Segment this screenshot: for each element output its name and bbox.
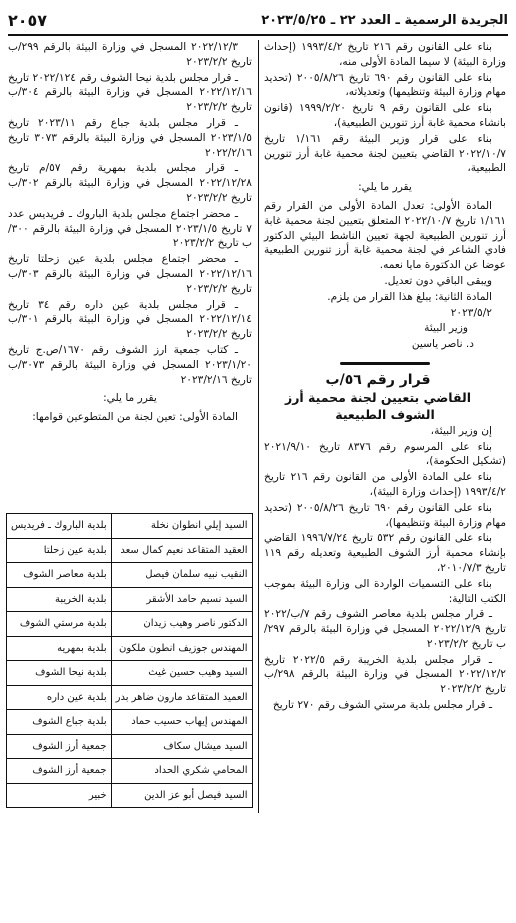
signer-name: د. ناصر ياسين <box>411 338 474 351</box>
preamble-paragraph: بناء على المادة الأولى من القانون رقم ٢١٦ تاريخ ١٩٩٣/٤/٢ (إحداث وزارة البيئة)، <box>264 471 506 498</box>
member-org: بلدية نيحا الشوف <box>7 661 112 686</box>
column-separator <box>258 40 259 813</box>
member-org: خبير <box>7 783 112 808</box>
preamble-paragraph: ـ قرار مجلس بلدية نيحا الشوف رقم ٢٠٢٢/١٢٤ تاريخ ٢٠٢٢/١٢/١٦ المسجل في وزارة البيئة بالرقم ٣٠٤/ب تاريخ ٢٠٢٣/٢/٢ <box>8 71 252 114</box>
member-name: السيد فيصل أبو عز الدين <box>111 783 252 808</box>
preamble-paragraph: بناء على المرسوم رقم ٨٣٧٦ تاريخ ٢٠٢١/٩/١٠ (تشكيل الحكومة)، <box>264 440 506 468</box>
preamble-paragraph: ـ كتاب جمعية ارز الشوف رقم ١٦٧٠/ص.ج تاريخ ٢٠٢٣/١/٢٠ المسجل في وزارة البيئة بالرقم ٣٠٧٣/ب تاريخ ٢٠٢٣/٢/١٦ <box>8 343 252 386</box>
table-row <box>7 587 253 612</box>
rest-unchanged: ويبقى الباقي دون تعديل. <box>384 274 492 287</box>
member-name: المهندس جوزيف انطون ملكون <box>111 636 252 661</box>
header-rule <box>8 34 508 36</box>
section-divider <box>340 362 430 365</box>
preamble-paragraph: بناء على القانون رقم ٩ تاريخ ١٩٩٩/٢/٢٠ (قانون بانشاء محمية غابة أرز تنورين الطبيعية)، <box>264 102 506 129</box>
member-name: السيد وهيب حسين غيث <box>111 661 252 686</box>
signer-title: وزير البيئة <box>424 322 468 335</box>
table-row <box>7 612 253 637</box>
member-name: المحامي شكري الحداد <box>111 759 252 784</box>
member-name: السيد ميشال سكاف <box>111 734 252 759</box>
table-row <box>7 636 253 661</box>
preamble-paragraph: بناء على قرار وزير البيئة رقم ١/١٦١ تاريخ ٢٠٢٢/١٠/٧ القاضي بتعيين لجنة محمية غابة أرز تنورين الطبيعية، <box>264 132 506 175</box>
preamble-paragraph: ـ قرار مجلس بلدية بمهرية رقم ٥٧/م تاريخ ٢٠٢٢/١٢/٢٨ المسجل في وزارة البيئة بالرقم ٣٠٢/ب تاريخ ٢٠٢٣/٢/٢ <box>8 162 252 204</box>
decides-heading: يقرر ما يلي: <box>358 181 412 194</box>
preamble-paragraph: ـ محضر اجتماع مجلس بلدية عين زحلتا تاريخ ٢٠٢٢/١٢/١٦ المسجل في وزارة البيئة بالرقم ٣٠٣/ب تاريخ ٢٠٢٣/٢/٢ <box>8 253 252 295</box>
page-number: ٢٠٥٧ <box>8 10 48 30</box>
preamble-paragraph: بناء على القانون رقم ٦٩٠ تاريخ ٢٠٠٥/٨/٢٦ (تحديد مهام وزارة البيئة وتنظيمها) وتعديلاته، <box>264 71 506 99</box>
preamble-paragraph: ـ قرار مجلس بلدية مرستي الشوف رقم ٢٧٠ تاريخ <box>272 699 492 712</box>
preamble-paragraph: ـ قرار مجلس بلدية معاصر الشوف رقم ٧/ب/٢٠٢٢ تاريخ ٢٠٢٢/١٢/٩ المسجل في وزارة البيئة بالرقم ٢٩٧/ب تاريخ ٢٠٢٣/٢/٢ <box>264 608 506 650</box>
member-org: بلدية عين داره <box>7 685 112 710</box>
member-name: العميد المتقاعد مارون ضاهر بدر <box>111 685 252 710</box>
preamble-paragraph: بناء على القانون رقم ٥٣٢ تاريخ ١٩٩٦/٧/٢٤ القاضي بإنشاء محمية أرز الشوف الطبيعية وتعديله رقم ١١٩ تاريخ ٢٠١٠/٧/٣، <box>264 532 506 574</box>
table-row <box>7 661 253 686</box>
gazette-title: الجريدة الرسمية ـ العدد ٢٢ ـ ٢٠٢٣/٥/٢٥ <box>261 12 508 28</box>
table-row <box>7 734 253 759</box>
preamble-paragraph: بناء على التسميات الواردة الى وزارة البيئة بموجب الكتب التالية: <box>264 577 506 605</box>
preamble-paragraph: ـ قرار مجلس بلدية عين داره رقم ٣٤ تاريخ ٢٠٢٢/١٢/١٤ المسجل في وزارة البيئة بالرقم ٣٠١/ب تاريخ ٢٠٢٣/٢/٢ <box>8 298 252 341</box>
article-1: المادة الأولى: تعدل المادة الأولى من القرار رقم ١/١٦١ تاريخ ٢٠٢٢/١٠/٧ المتعلق بتعيين لجنة محمية غابة أرز تنورين الطبيعية لجهة تعيين الناشط البيئي الدكتور فادي الشاعر في لجنة محمية غابة أرز تنورين الطبيعية عوضا عن الدكتورة مايا نعمه. <box>264 199 506 272</box>
member-name: السيد نسيم حامد الأشقر <box>111 587 252 612</box>
decision-subject: القاضي بتعيين لجنة محمية أرز الشوف الطبيعية <box>285 389 471 422</box>
member-org: بلدية معاصر الشوف <box>7 563 112 588</box>
member-name: المهندس إيهاب حسيب حماد <box>111 710 252 735</box>
preamble-paragraph: بناء على القانون رقم ٢١٦ تاريخ ١٩٩٣/٤/٢ (إحداث وزارة البيئة) لا سيما المادة الأولى منه، <box>264 41 506 68</box>
member-name: العقيد المتقاعد نعيم كمال سعد <box>111 538 252 563</box>
article-2: المادة الثانية: يبلغ هذا القرار من يلزم. <box>327 290 492 303</box>
decides-heading: يقرر ما يلي: <box>103 392 157 405</box>
preamble-paragraph: بناء على القانون رقم ٦٩٠ تاريخ ٢٠٠٥/٨/٢٦ (تحديد مهام وزارة البيئة وتنظيمها)، <box>264 501 506 529</box>
member-org: بلدية الباروك ـ فريديس <box>7 514 112 539</box>
table-row <box>7 514 253 539</box>
right-column <box>264 40 506 714</box>
member-name: النقيب نبيه سلمان فيصل <box>111 563 252 588</box>
member-org: بلدية جباع الشوف <box>7 710 112 735</box>
members-table <box>6 513 253 808</box>
table-row <box>7 685 253 710</box>
page-header <box>8 6 508 34</box>
decision-title: قرار رقم ٥٦/ب <box>325 371 431 388</box>
preamble-paragraph: ـ قرار مجلس بلدية جباع رقم ٢٠٢٣/١١ تاريخ ٢٠٢٣/١/٥ المسجل في وزارة البيئة بالرقم ٣٠٧٣ تاريخ ٢٠٢٢/٢/١٦ <box>8 116 252 159</box>
table-row <box>7 759 253 784</box>
minister-line: إن وزير البيئة، <box>430 424 492 437</box>
decision-date: ٢٠٢٣/٥/٢ <box>450 306 492 319</box>
member-org: بلدية بمهريه <box>7 636 112 661</box>
table-row <box>7 538 253 563</box>
member-name: الدكتور ناصر وهيب زيدان <box>111 612 252 637</box>
table-row <box>7 783 253 808</box>
table-row <box>7 710 253 735</box>
member-name: السيد إيلي انطوان نخلة <box>111 514 252 539</box>
member-org: بلدية الخريبة <box>7 587 112 612</box>
preamble-paragraph: ـ محضر اجتماع مجلس بلدية الباروك ـ فريديس عدد ٧ تاريخ ٢٠٢٣/١/٥ المسجل في وزارة البيئة بالرقم ٣٠٠/ب تاريخ ٢٠٢٣/٢/٢ <box>8 207 252 250</box>
member-org: بلدية عين زحلتا <box>7 538 112 563</box>
article-1: المادة الأولى: تعين لجنة من المتطوعين قوامها: <box>32 411 238 424</box>
member-org: جمعية أرز الشوف <box>7 759 112 784</box>
preamble-paragraph: ٢٠٢٢/١٢/٣ المسجل في وزارة البيئة بالرقم ٢٩٩/ب تاريخ ٢٠٢٣/٢/٢ <box>8 41 252 68</box>
table-row <box>7 563 253 588</box>
preamble-paragraph: ـ قرار مجلس بلدية الخريبة رقم ٢٠٢٢/٥ تاريخ ٢٠٢٢/١٢/٢ المسجل في وزارة البيئة بالرقم ٢٩٨/ب تاريخ ٢٠٢٣/٢/٢ <box>264 653 506 696</box>
member-org: جمعية أرز الشوف <box>7 734 112 759</box>
left-column <box>8 40 252 426</box>
member-org: بلدية مرستي الشوف <box>7 612 112 637</box>
